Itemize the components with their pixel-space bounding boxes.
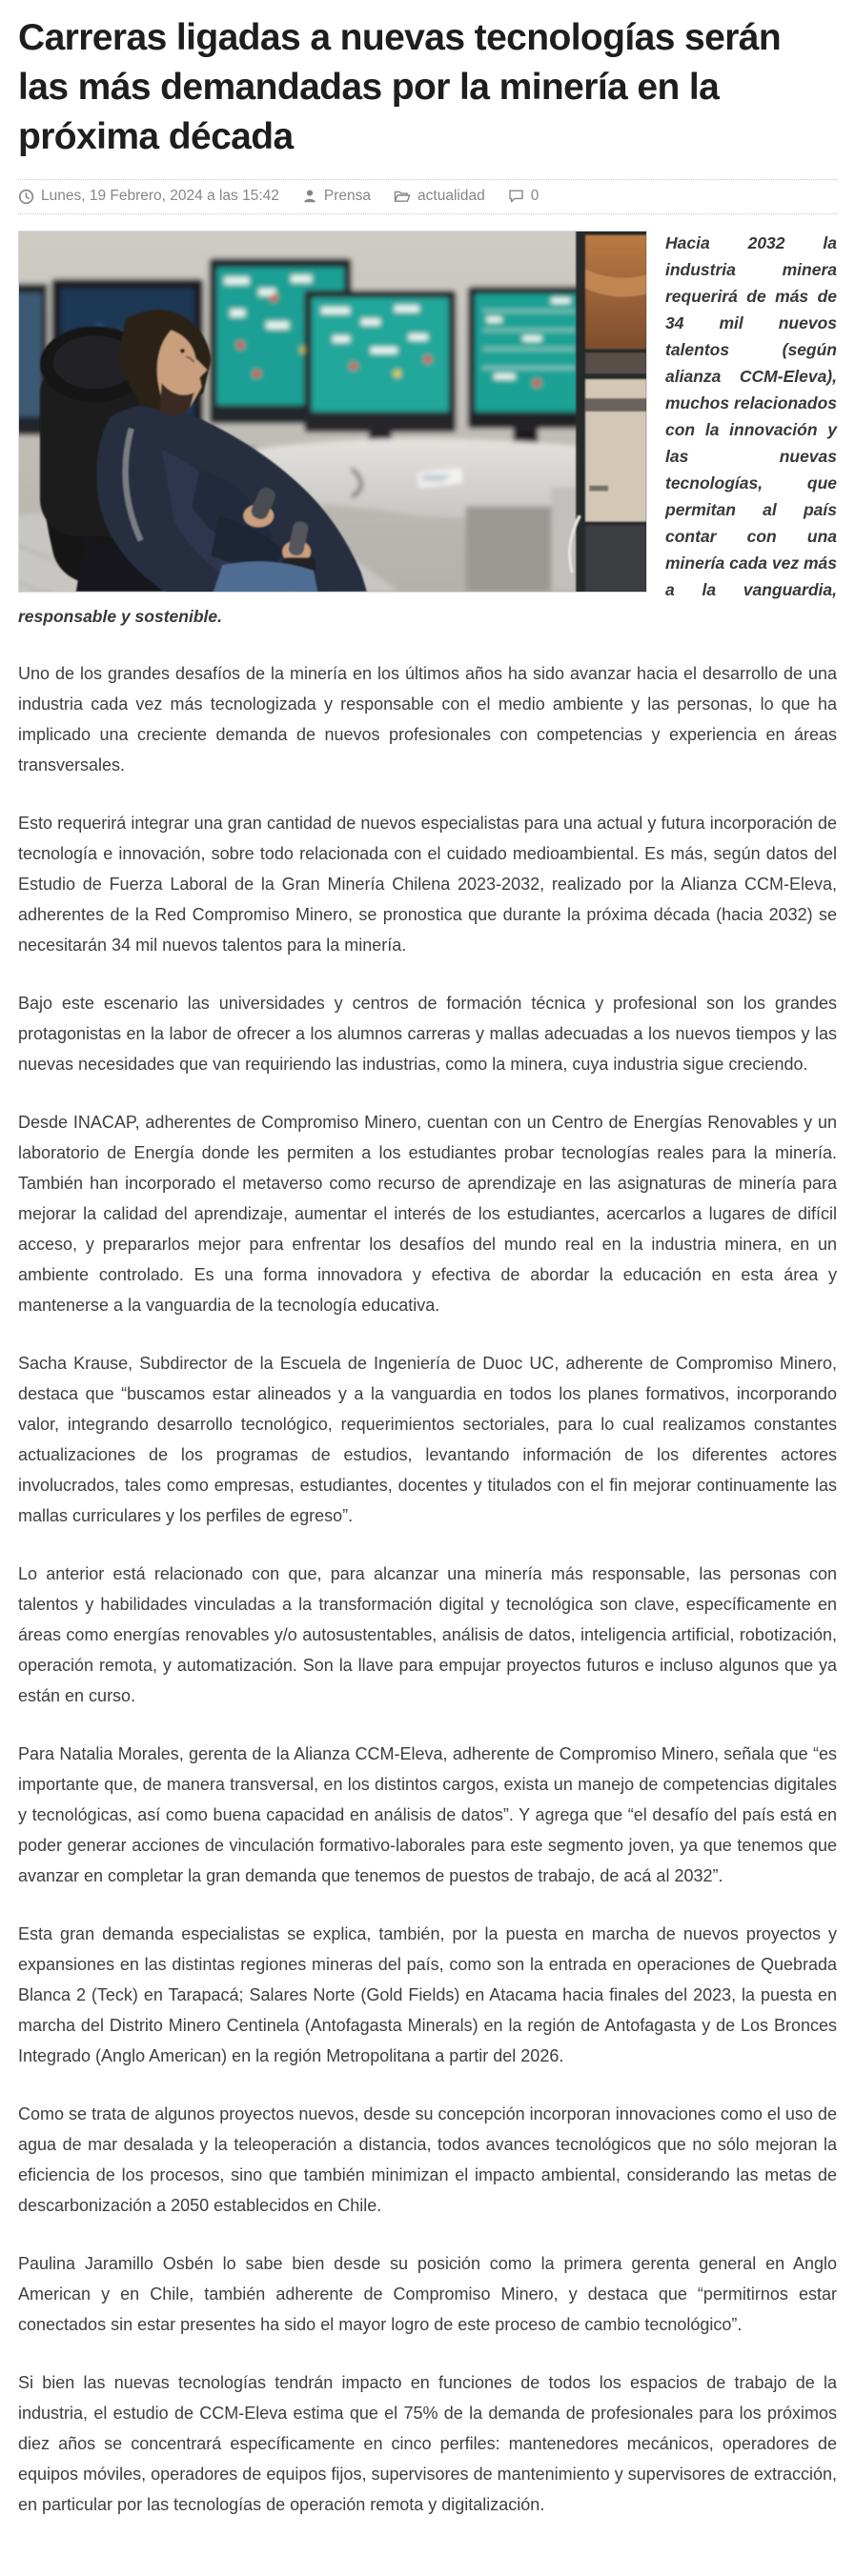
article-paragraph: Paulina Jaramillo Osbén lo sabe bien desde su posición como la primera gerenta general en Anglo American y en Chile, también adherente de Compromiso Minero, y destaca que “permitirnos estar conectados sin estar presentes ha sido el mayor logro de este proceso de cambio tecnológico”.	[18, 2254, 837, 2334]
article-body	[18, 230, 837, 2520]
meta-category-label[interactable]: actualidad	[417, 188, 485, 204]
control-room-illustration	[19, 231, 646, 592]
meta-date	[18, 188, 279, 205]
article-paragraph: Desde INACAP, adherentes de Compromiso Minero, cuentan con un Centro de Energías Renovables y un laboratorio de Energía donde les permiten a los estudiantes probar tecnologías reales para la minería. También han incorporado el metaverso como recurso de aprendizaje en las asignaturas de minería para mejorar la calidad del aprendizaje, aumentar el interés de los estudiantes, acercarlos a lugares de difícil acceso, y prepararlos mejor para enfrentar los desafíos del mundo real en la industria minera, en un ambiente controlado. Es una forma innovadora y efectiva de abordar la educación en esta área y mantenerse a la vanguardia de la tecnología educativa.	[18, 1113, 837, 1315]
user-icon	[302, 189, 317, 204]
meta-author[interactable]	[302, 188, 371, 205]
article-paragraph: Sacha Krause, Subdirector de la Escuela de Ingeniería de Duoc UC, adherente de Compromiso Minero, destaca que “buscamos estar alineados y a la vanguardia en todos los planes formativos, incorporando valor, integrando desarrollo tecnológico, requerimientos sectoriales, para lo cual realizamos constantes actualizaciones de los programas de estudios, levantando información de los diferentes actores involucrados, tales como empresas, estudiantes, docentes y titulados con el fin mejorar continuamente las mallas curriculares y los perfiles de egreso”.	[18, 1354, 837, 1525]
article-paragraph: Si bien las nuevas tecnologías tendrán impacto en funciones de todos los espacios de trabajo de la industria, el estudio de CCM-Eleva estima que el 75% de la demanda de profesionales para los próximos diez años se concentrará específicamente en cinco perfiles: mantenedores mecánicos, operadores de equipos móviles, operadores de equipos fijos, supervisores de mantenimiento y supervisores de extracción, en particular por las tecnologías de operación remota y digitalización.	[18, 2373, 837, 2514]
article-paragraph: Uno de los grandes desafíos de la minería en los últimos años ha sido avanzar hacia el desarrollo de una industria cada vez más tecnologizada y responsable con el medio ambiente y las personas, lo que ha implicado una creciente demanda de nuevos profesionales con competencias y experiencia en áreas transversales.	[18, 664, 837, 775]
article-paragraph: Para Natalia Morales, gerenta de la Alianza CCM-Eleva, adherente de Compromiso Minero, señala que “es importante que, de manera transversal, en los distintos cargos, exista un manejo de competencias digitales y tecnológicas, así como buena capacidad en análisis de datos”. Y agrega que “el desafío del país está en poder generar acciones de vinculación formativo-laborales para este segmento joven, ya que tenemos que avanzar en completar la gran demanda que tenemos de puestos de trabajo, de acá al 2032”.	[18, 1744, 837, 1885]
meta-date-label: Lunes, 19 Febrero, 2024 a las 15:42	[41, 188, 279, 204]
comment-bubble-icon	[508, 189, 524, 204]
article-paragraph: Esta gran demanda especialistas se explica, también, por la puesta en marcha de nuevos proyectos y expansiones en las distintas regiones mineras del país, como son la entrada en operaciones de Quebrada Blanca 2 (Teck) en Tarapacá; Salares Norte (Gold Fields) en Atacama hacia finales del 2023, la puesta en marcha del Distrito Minero Centinela (Antofagasta Minerals) en la región de Antofagasta y de Los Bronces Integrado (Anglo American) en la región Metropolitana a partir del 2026.	[18, 1924, 837, 2065]
article-paragraphs	[18, 658, 837, 2520]
article-meta-bar	[18, 179, 837, 214]
article-paragraph: Lo anterior está relacionado con que, para alcanzar una minería más responsable, las personas con talentos y habilidades vinculadas a la transformación digital y tecnológica son clave, específicamente en áreas como energías renovables y/o autosustentables, análisis de datos, inteligencia artificial, robotización, operación remota, y automatización. Son la llave para empujar proyectos futuros e incluso algunos que ya están en curso.	[18, 1564, 837, 1705]
article-lead-caption: Hacia 2032 la industria minera requerirá de más de 34 mil nuevos talentos (según alianza CCM-Eleva), muchos relacionados con la innovación y las nuevas tecnologías, que permitan al país contar con una minería cada vez más a la vanguardia, responsable y sostenible.	[18, 233, 837, 626]
article-paragraph: Esto requerirá integrar una gran cantidad de nuevos especialistas para una actual y futura incorporación de tecnología e innovación, sobre todo relacionada con el cuidado medioambiental. Es más, según datos del Estudio de Fuerza Laboral de la Gran Minería Chilena 2023-2032, realizado por la Alianza CCM-Eleva, adherentes de la Red Compromiso Minero, se pronostica que durante la próxima década (hacia 2032) se necesitarán 34 mil nuevos talentos para la minería.	[18, 814, 837, 955]
article-paragraph: Bajo este escenario las universidades y centros de formación técnica y profesional son los grandes protagonistas en la labor de ofrecer a los alumnos carreras y mallas adecuadas a los nuevos tiempos y las nuevas necesidades que van requiriendo las industrias, como la minera, cuya industria sigue creciendo.	[18, 994, 837, 1074]
meta-author-label[interactable]: Prensa	[323, 188, 372, 204]
page-title: Carreras ligadas a nuevas tecnologías serán las más demandadas por la minería en la próxima década	[18, 17, 782, 157]
meta-comments[interactable]	[508, 188, 539, 205]
article-photo-control-room	[18, 231, 647, 593]
meta-category[interactable]	[394, 188, 485, 205]
article-paragraph: Como se trata de algunos proyectos nuevos, desde su concepción incorporan innovaciones como el uso de agua de mar desalada y la teleoperación a distancia, todos avances tecnológicos que no sólo mejoran la eficiencia de los procesos, sino que también minimizan el impacto ambiental, considerando las metas de descarbonización a 2050 establecidos en Chile.	[18, 2104, 837, 2215]
meta-comments-count[interactable]: 0	[530, 188, 539, 204]
folder-open-icon	[394, 189, 411, 204]
clock-icon	[18, 189, 34, 205]
